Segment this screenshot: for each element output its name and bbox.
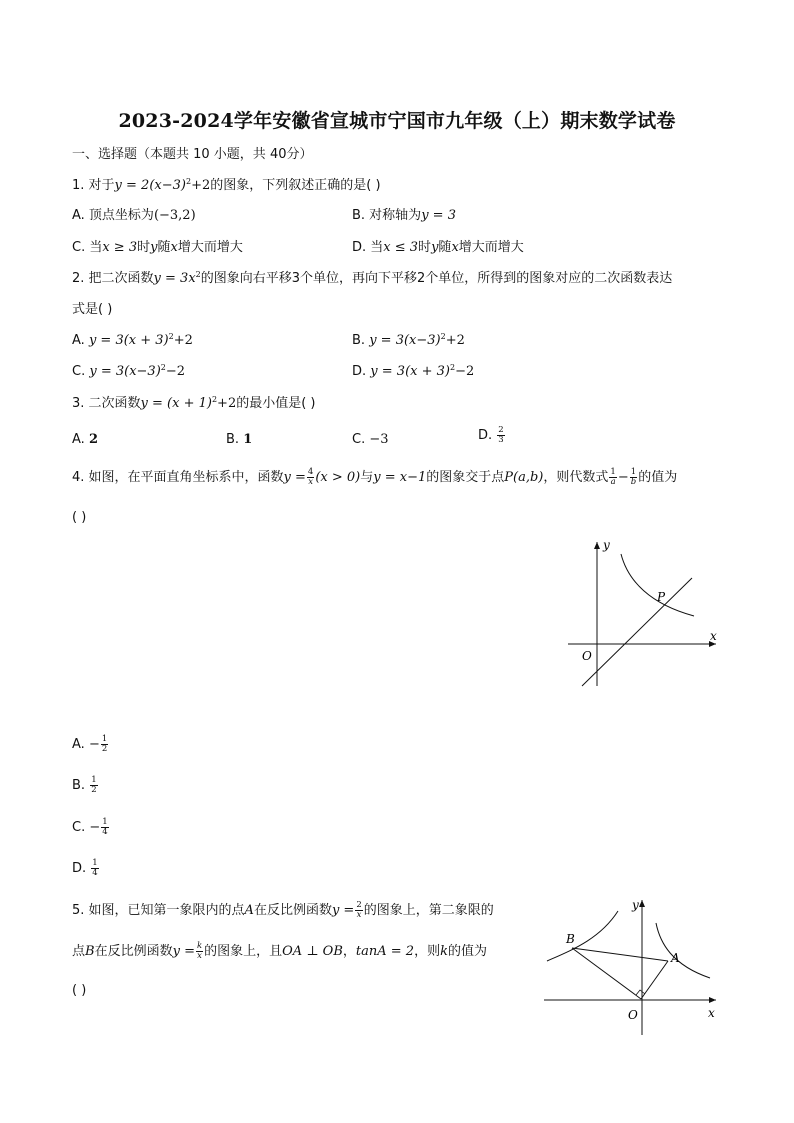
q5-fig-a-label: A <box>671 951 680 965</box>
q3-d-label: D. <box>478 428 493 443</box>
q4-paren: ( ) <box>72 510 87 525</box>
page-title: 2023-2024学年安徽省宣城市宁国市九年级（上）期末数学试卷 <box>118 110 676 132</box>
q2-option-d[interactable] <box>352 363 474 381</box>
q2-b-label: B. <box>352 333 366 348</box>
q2-d-value: y = 3(x + 3) <box>370 364 450 379</box>
q1-option-c[interactable] <box>72 239 243 257</box>
q2-b-value: y = 3(x−3) <box>369 333 441 348</box>
q3-b-value: 1 <box>243 432 253 447</box>
q1-c-x: x <box>170 240 178 255</box>
q3-option-b[interactable] <box>226 431 252 449</box>
q4-fig-origin-label: O <box>582 649 592 663</box>
q2-c-tail: −2 <box>165 364 186 379</box>
q5-frac <box>355 901 362 920</box>
q2-d-label: D. <box>352 364 367 379</box>
q5-line-2 <box>72 942 487 961</box>
q4-option-a[interactable] <box>72 735 109 754</box>
q5-segment-oa <box>641 961 668 999</box>
q3-d-fraction <box>497 426 504 445</box>
q4-point: P(a,b) <box>504 470 544 485</box>
q1-sup: 2 <box>185 177 192 186</box>
q1-d-cond: x ≤ 3 <box>383 240 419 255</box>
q5-l2-end: 的值为 <box>447 944 487 959</box>
q5-paren: ( ) <box>72 983 87 998</box>
q4-c-num: 1 <box>102 817 108 827</box>
q2-option-a[interactable] <box>72 332 193 350</box>
q2-b-sup: 2 <box>440 332 446 341</box>
q3-d-num: 2 <box>498 425 504 435</box>
q4-y2: y = x−1 <box>373 470 427 485</box>
q1-c-mid: 时 <box>137 240 151 255</box>
q1-expr-tail: +2 <box>191 178 211 193</box>
q4-d-label: D. <box>72 861 87 876</box>
question-3 <box>72 395 316 413</box>
q1-b-value: y = 3 <box>421 208 456 223</box>
q3-expr-tail: +2 <box>217 396 237 411</box>
q5-fig-origin-label: O <box>628 1008 638 1022</box>
q4-a-den: 2 <box>101 744 108 754</box>
q5-right-angle-mark <box>636 990 645 995</box>
question-5 <box>72 901 494 920</box>
q3-sup: 2 <box>211 395 218 404</box>
q2-option-c[interactable] <box>72 363 185 381</box>
q4-mid2: 的图象交于点 <box>426 470 505 485</box>
q3-option-a[interactable] <box>72 431 98 449</box>
q2-suffix: 的图象向右平移3个单位，再向下平移2个单位，所得到的图象对应的二次函数表达 <box>200 271 673 286</box>
q1-d-mid: 时 <box>418 240 432 255</box>
q4-option-b[interactable] <box>72 776 99 795</box>
q5-x-arrow-icon <box>709 997 716 1003</box>
q4-fig-x-label: x <box>710 629 717 643</box>
q4-a-num: 1 <box>101 734 108 744</box>
q2-c-label: C. <box>72 364 86 379</box>
q4-y1: y = <box>283 470 306 485</box>
q5-l2-mid: 在反比例函数 <box>94 944 173 959</box>
q2-a-value: y = 3(x + 3) <box>88 333 169 348</box>
q1-option-d[interactable] <box>352 239 524 257</box>
q2-expr: y = 3x <box>153 271 196 286</box>
q4-f1 <box>609 468 616 487</box>
q4-f2-num: 1 <box>630 467 637 477</box>
q5-l2-prefix: 点 <box>72 944 86 959</box>
q4-b-den: 2 <box>91 785 97 795</box>
q5-fig-x-label: x <box>708 1006 715 1020</box>
q3-d-den: 3 <box>498 435 504 445</box>
q5-y1: y = <box>331 903 355 918</box>
q1-d-end: 增大而增大 <box>458 240 524 255</box>
q3-a-label: A. <box>72 432 85 447</box>
q1-expr: y = 2(x−3) <box>114 178 186 193</box>
q5-k-den: x <box>197 951 202 961</box>
q1-suffix: 的图象，下列叙述正确的是( ) <box>210 178 381 193</box>
q4-d-den: 4 <box>92 868 98 878</box>
q2-b-tail: +2 <box>445 333 465 348</box>
q4-f1-den: a <box>610 477 616 487</box>
q4-cond: (x > 0) <box>315 470 361 485</box>
q5-k-num: k <box>196 941 203 951</box>
q2-a-label: A. <box>72 333 85 348</box>
q5-a: A <box>244 903 254 918</box>
q3-c-label: C. <box>352 432 366 447</box>
q2-option-b[interactable] <box>352 332 465 350</box>
q1-c-label: C. 当 <box>72 240 103 255</box>
q5-fig-y-label: y <box>632 898 639 912</box>
q4-c-frac <box>101 818 108 837</box>
q1-prefix: 1. 对于 <box>72 178 115 193</box>
q2-line-2: 式是( ) <box>72 302 113 317</box>
q4-mid: 与 <box>360 470 374 485</box>
q5-k: k <box>440 944 448 959</box>
q4-a-label: A. <box>72 737 85 752</box>
q5-y2: y = <box>172 944 195 959</box>
q5-right-hyperbola <box>656 923 710 978</box>
q4-a-sign: − <box>88 737 100 752</box>
q2-c-sup: 2 <box>160 363 166 372</box>
q1-c-cond: x ≥ 3 <box>102 240 138 255</box>
q4-d-num: 1 <box>92 858 98 868</box>
q5-y-arrow-icon <box>639 900 645 907</box>
q2-d-sup: 2 <box>449 363 456 372</box>
q3-expr: y = (x + 1) <box>140 396 212 411</box>
q1-d-mid2: 随 <box>438 240 452 255</box>
q5-frac-num: 2 <box>356 900 362 910</box>
q4-b-frac <box>90 776 97 795</box>
question-4 <box>72 468 677 487</box>
q3-a-value: 2 <box>88 432 98 447</box>
q4-hyperbola <box>621 554 694 616</box>
q3-prefix: 3. 二次函数 <box>72 396 141 411</box>
q4-c-sign: − <box>89 820 101 835</box>
q5-tan: tanA = 2 <box>355 944 415 959</box>
q4-frac <box>307 468 314 487</box>
q3-c-value: −3 <box>369 432 389 447</box>
q4-mid3: ，则代数式 <box>543 470 609 485</box>
q4-option-d[interactable] <box>72 859 100 878</box>
q4-f2-den: b <box>630 477 637 487</box>
q4-option-c[interactable] <box>72 818 110 837</box>
q2-sup: 2 <box>195 270 201 279</box>
q5-l2-mid2: 的图象上，且 <box>204 944 283 959</box>
q1-b-label: B. 对称轴为 <box>352 208 422 223</box>
q3-option-c[interactable] <box>352 431 389 449</box>
q4-fig-y-label: y <box>603 538 610 552</box>
q4-c-label: C. <box>72 820 86 835</box>
q1-a-label: A. 顶点坐标为 <box>72 208 154 223</box>
q1-option-b[interactable] <box>352 207 456 225</box>
q1-d-label: D. 当 <box>352 240 384 255</box>
question-2 <box>72 270 672 288</box>
q4-f2 <box>630 468 637 487</box>
q5-prefix: 5. 如图，已知第一象限内的点 <box>72 903 245 918</box>
q1-c-y: y <box>150 240 158 255</box>
q4-f1-num: 1 <box>610 467 616 477</box>
q1-c-mid2: 随 <box>157 240 171 255</box>
q1-d-x: x <box>451 240 459 255</box>
q5-figure <box>540 895 724 1040</box>
q5-suffix: 的图象上，第二象限的 <box>363 903 494 918</box>
q2-prefix: 2. 把二次函数 <box>72 271 154 286</box>
q4-a-frac <box>101 735 108 754</box>
q5-b: B <box>85 944 95 959</box>
q3-suffix: 的最小值是( ) <box>236 396 316 411</box>
q1-option-a[interactable] <box>72 207 196 225</box>
q1-c-end: 增大而增大 <box>177 240 243 255</box>
q5-mid: 在反比例函数 <box>253 903 332 918</box>
q5-perp: OA ⊥ OB <box>282 944 343 959</box>
q5-l2-mid3: ，则 <box>414 944 441 959</box>
q4-figure <box>560 536 726 692</box>
q2-d-tail: −2 <box>455 364 475 379</box>
q4-minus: − <box>617 470 629 485</box>
q4-suffix: 的值为 <box>638 470 678 485</box>
q4-d-frac <box>91 859 98 878</box>
q4-fig-p-label: P <box>657 590 666 604</box>
q4-line <box>582 578 692 686</box>
q4-frac-num: 4 <box>307 467 314 477</box>
q5-frac-den: x <box>356 910 362 920</box>
q5-left-hyperbola <box>547 911 618 961</box>
q5-comma: ， <box>342 944 356 959</box>
q4-c-den: 4 <box>102 827 108 837</box>
q4-b-num: 1 <box>91 775 97 785</box>
q2-c-value: y = 3(x−3) <box>89 364 161 379</box>
q4-prefix: 4. 如图，在平面直角坐标系中，函数 <box>72 470 284 485</box>
section-heading: 一、选择题（本题共 10 小题，共 40分） <box>72 147 313 162</box>
q5-k-frac <box>196 942 203 961</box>
q4-y-arrow-icon <box>594 542 600 549</box>
q4-b-label: B. <box>72 778 86 793</box>
q2-a-tail: +2 <box>173 333 193 348</box>
q3-option-d[interactable] <box>478 426 506 445</box>
q4-frac-den: x <box>308 477 314 487</box>
q1-d-y: y <box>431 240 439 255</box>
q3-b-label: B. <box>226 432 240 447</box>
q2-a-sup: 2 <box>168 332 174 341</box>
q5-fig-b-label: B <box>566 932 575 946</box>
question-1 <box>72 177 381 195</box>
q1-a-value: (−3,2) <box>153 208 196 223</box>
